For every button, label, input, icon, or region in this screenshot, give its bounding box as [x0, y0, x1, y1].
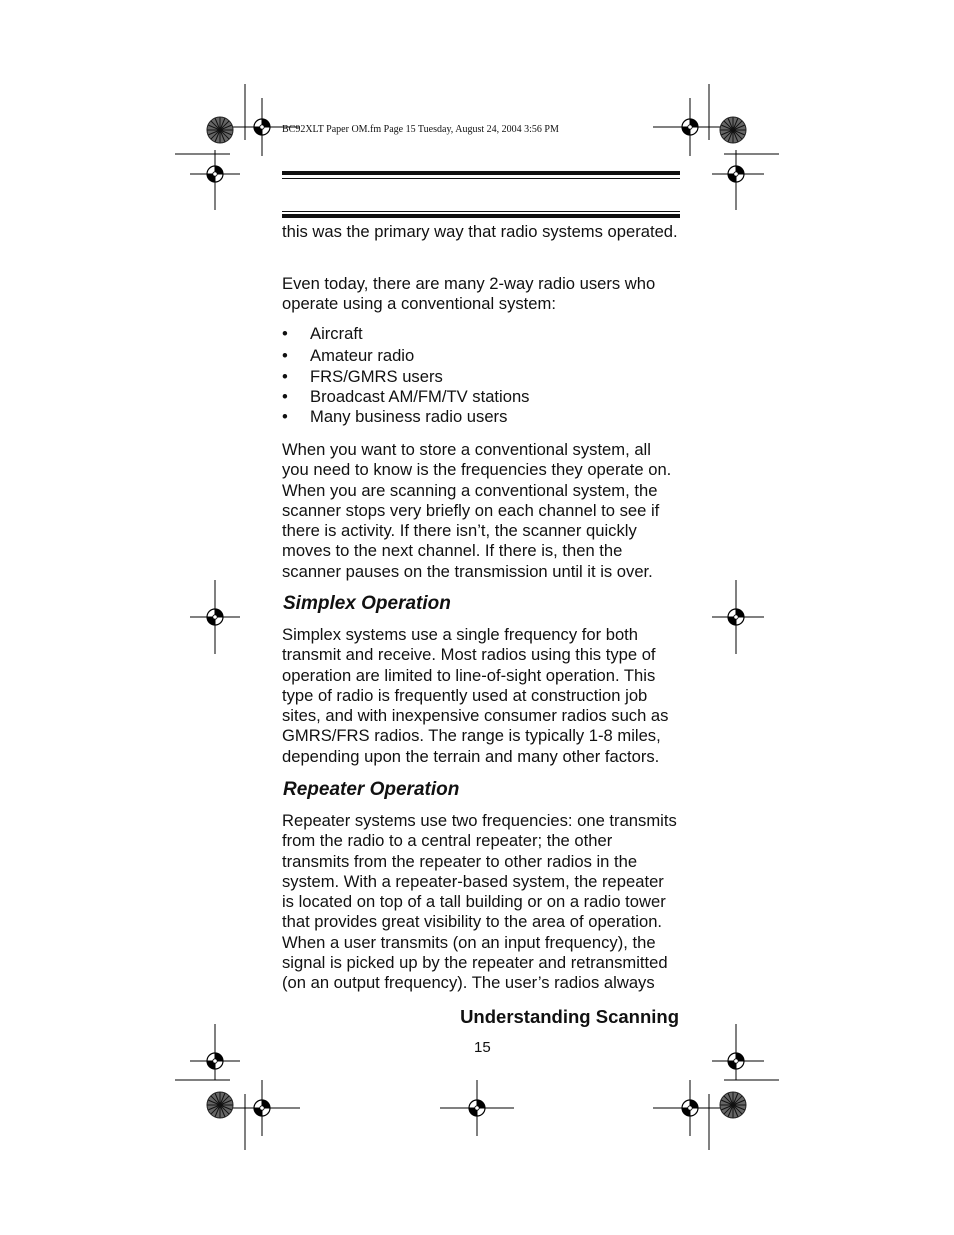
list-item-label: Broadcast AM/FM/TV stations	[310, 387, 530, 406]
paragraph-conventional	[282, 274, 680, 315]
header-rule-thick-top	[282, 171, 680, 175]
paragraph-intro	[282, 222, 680, 242]
list-item-label: Many business radio users	[310, 407, 508, 426]
bullet-icon: •	[282, 346, 288, 365]
paragraph-store-conventional	[282, 440, 680, 582]
repeater-text: Repeater systems use two frequencies: one transmits from the radio to a central repeater; the other transmits from the repeater to other radios in the system. With a repeater-based system, the repeater is located on top of a tall building or on a radio tower that provides great visibility to the area of operation. When a user transmits (on an input frequency), the signal is picked up by the repeater and retransmitted (on an output frequency). The user’s radios always	[282, 811, 677, 993]
list-item-label: FRS/GMRS users	[310, 367, 443, 386]
bullet-icon: •	[282, 407, 288, 426]
page-number: 15	[474, 1039, 491, 1056]
paragraph-2: Even today, there are many 2-way radio users who operate using a conventional system:	[282, 274, 656, 314]
paragraph-simplex	[282, 625, 680, 767]
bullet-icon: •	[282, 387, 288, 406]
header-rule-thick-bottom	[282, 214, 680, 218]
section-heading-simplex: Simplex Operation	[283, 593, 451, 614]
bullet-icon: •	[282, 324, 288, 343]
footer-section-title: Understanding Scanning	[460, 1006, 679, 1027]
bullet-icon: •	[282, 367, 288, 386]
paragraph-repeater	[282, 811, 680, 994]
paragraph-1: this was the primary way that radio systems operated.	[282, 222, 678, 241]
list-item-label: Aircraft	[310, 324, 363, 343]
header-rule-thin-top	[282, 178, 680, 179]
file-slug: BC92XLT Paper OM.fm Page 15 Tuesday, August 24, 2004 3:56 PM	[282, 124, 559, 135]
simplex-text: Simplex systems use a single frequency for both transmit and receive. Most radios using this type of operation are limited to line-of-sight operation. This type of radio is frequently used at construction job sites, and with inexpensive consumer radios such as GMRS/FRS radios. The range is typically 1-8 miles, depending upon the terrain and many other factors.	[282, 625, 669, 766]
list-item-label: Amateur radio	[310, 346, 415, 365]
paragraph-3: When you want to store a conventional system, all you need to know is the frequencies they operate on. When you are scanning a conventional system, the scanner stops very briefly on each channel to see if there is activity. If there isn’t, the scanner quickly moves to the next channel. If there is, then the scanner pauses on the transmission until it is over.	[282, 440, 672, 581]
header-rule-thin-bottom	[282, 211, 680, 212]
section-heading-repeater: Repeater Operation	[283, 779, 460, 800]
